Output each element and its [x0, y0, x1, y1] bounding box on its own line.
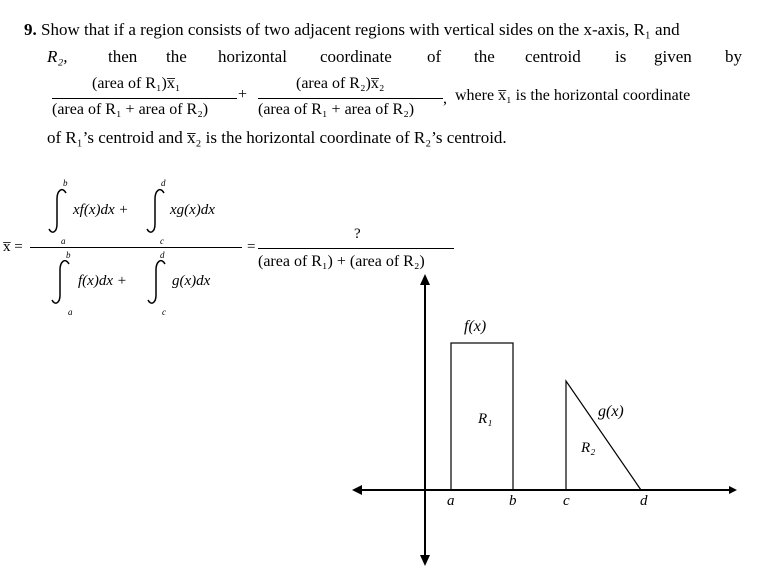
integral-sign-den-2 [148, 261, 165, 304]
problem-statement-line1: Show that if a region consists of two adjacent regions with vertical sides on the x-axis, [41, 20, 630, 39]
integral-sign-den-1 [52, 261, 69, 304]
word-r2: R₂, [47, 47, 68, 66]
frac2-numerator: (area of R₂)x̅₂ [296, 75, 385, 92]
y-axis-up-arrow [420, 274, 430, 285]
numerator-integral-1: xf(x)dx + [73, 202, 129, 218]
problem-line-4: of R₁’s centroid and x̅₂ is the horizontal coordinate of R₂’s centroid. [47, 128, 507, 147]
problem-number: 9. [24, 20, 37, 39]
word-of: of [427, 47, 442, 66]
comma: , [443, 90, 447, 107]
word-is: is [615, 47, 627, 66]
problem-r1-and: R₁ and [633, 20, 680, 39]
integral-sign-num-1 [49, 190, 66, 233]
word-coordinate: coordinate [320, 47, 392, 66]
xbar-lhs: x̅ = [3, 239, 23, 255]
limit-upper-b: b [63, 178, 68, 188]
f-of-x-label: f(x) [464, 318, 487, 335]
word-the: the [166, 47, 187, 66]
g-of-x-label: g(x) [598, 403, 624, 420]
limit-upper-d: d [161, 178, 166, 188]
numerator-integral-2: xg(x)dx [170, 202, 215, 218]
word-by: by [725, 47, 742, 66]
frac2-denominator: (area of R₁ + area of R₂) [258, 101, 415, 118]
integral-sign-num-2 [147, 190, 164, 233]
frac1-denominator: (area of R₁ + area of R₂) [52, 101, 209, 118]
question-mark: ? [354, 226, 361, 242]
r2-region-label: R₂ [581, 440, 596, 456]
integral-signs [49, 190, 165, 304]
word-the-2: the [474, 47, 495, 66]
region-r2-triangle [566, 381, 641, 490]
word-then: then [108, 47, 138, 66]
denominator-integral-2: g(x)dx [172, 273, 211, 289]
rhs-denominator: (area of R₁) + (area of R₂) [258, 253, 425, 270]
x-axis-left-arrow [352, 485, 362, 495]
tick-label-c: c [563, 493, 570, 509]
limit-lower-c-2: c [162, 307, 166, 317]
equals-sign: = [247, 239, 256, 255]
limit-upper-d-2: d [160, 250, 165, 260]
limit-lower-c: c [160, 236, 164, 246]
tick-label-d: d [640, 493, 648, 509]
denominator-integral-1: f(x)dx + [78, 273, 127, 289]
tick-label-a: a [447, 493, 455, 509]
tick-label-b: b [509, 493, 517, 509]
r1-region-label: R₁ [478, 411, 493, 427]
word-centroid: centroid [525, 47, 581, 66]
frac1-numerator: (area of R₁)x̅₁ [92, 75, 181, 92]
limit-upper-b-2: b [66, 250, 71, 260]
word-given: given [654, 47, 692, 66]
limit-lower-a: a [61, 236, 66, 246]
word-horizontal: horizontal [218, 47, 287, 66]
plus-sign: + [238, 86, 248, 103]
y-axis-down-arrow [420, 555, 430, 566]
limit-lower-a-2: a [68, 307, 73, 317]
where-clause: where x̅₁ is the horizontal coordinate [455, 87, 691, 104]
